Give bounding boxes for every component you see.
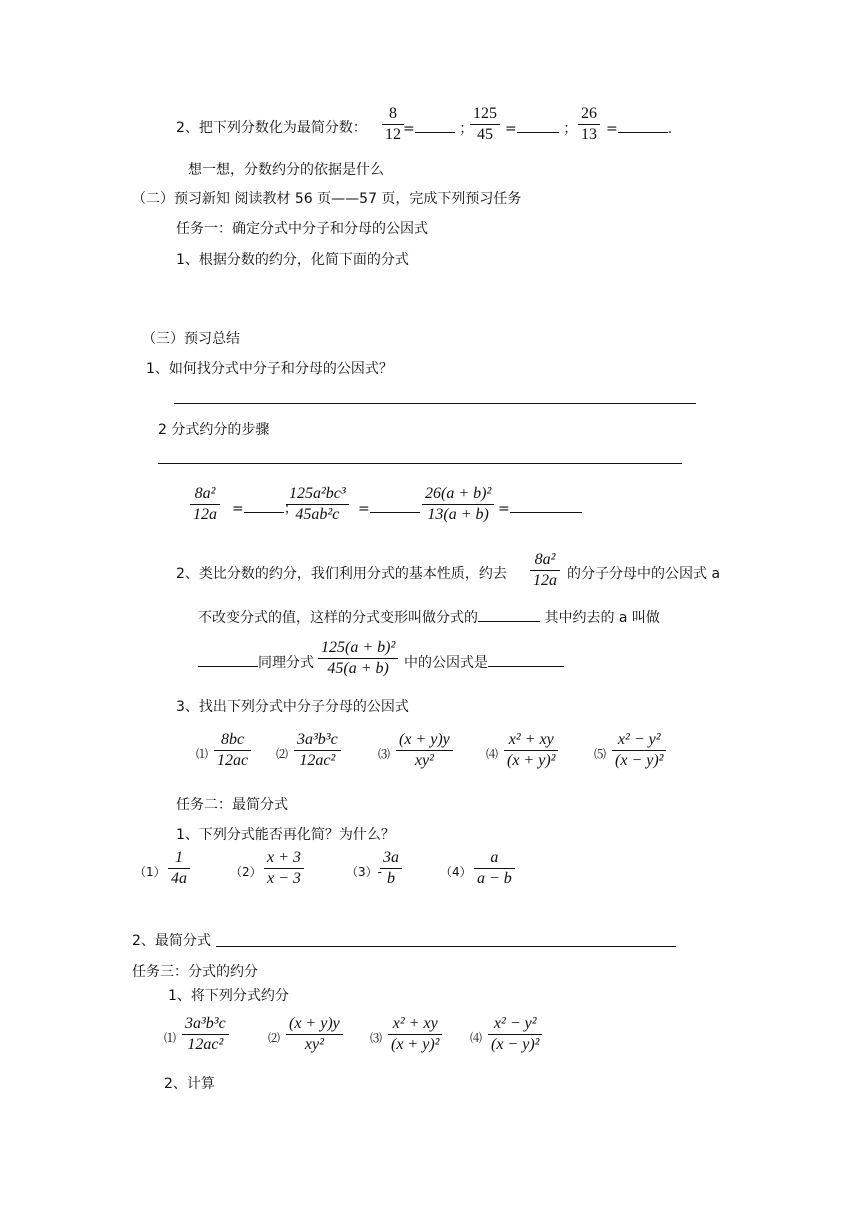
fraction: 3a³b³c 12ac² bbox=[182, 1014, 229, 1055]
fraction-8a2-12a: 8a² 12a bbox=[190, 484, 220, 525]
item-index: （2） bbox=[230, 865, 262, 879]
item-index: ⑸ bbox=[594, 747, 607, 761]
task-1-heading: 任务一：确定分式中分子和分母的公因式 bbox=[176, 221, 428, 237]
item-index: ⑴ bbox=[164, 1031, 177, 1045]
fraction: (x + y)y xy² bbox=[396, 730, 453, 771]
item-index: ⑵ bbox=[268, 1031, 281, 1045]
fraction: x² − y² (x − y)² bbox=[612, 730, 666, 771]
fraction: x + 3 x − 3 bbox=[264, 848, 304, 889]
item-index: （4） bbox=[440, 865, 472, 879]
analogy-line-3-end: 中的公因式是 bbox=[404, 652, 564, 673]
answer-blank-2: = ； bbox=[505, 118, 577, 139]
item-index: ⑶ bbox=[370, 1031, 383, 1045]
answer-line-1 bbox=[174, 403, 696, 404]
summary-question-2: 2 分式约分的步骤 bbox=[158, 422, 270, 438]
item-index: ⑷ bbox=[486, 747, 499, 761]
fraction-26-ab: 26(a + b)² 13(a + b) bbox=[422, 484, 494, 525]
item-index: ⑷ bbox=[470, 1031, 483, 1045]
task-2-question: 1、下列分式能否再化简？为什么？ bbox=[176, 827, 395, 843]
fraction-8-12: 8 12 bbox=[382, 104, 404, 145]
fraction: 3a b bbox=[380, 848, 402, 889]
fraction: x² − y² (x − y)² bbox=[488, 1014, 542, 1055]
fraction: x² + xy (x + y)² bbox=[504, 730, 558, 771]
fraction-8a2-12a-inline: 8a² 12a bbox=[530, 550, 560, 591]
fraction: 1 4a bbox=[168, 848, 190, 889]
item-index: （1） bbox=[134, 865, 166, 879]
section-3-heading: （三）预习总结 bbox=[142, 331, 240, 347]
fraction: a a − b bbox=[474, 848, 515, 889]
find-heading: 3、找出下列分式中分子分母的公因式 bbox=[176, 699, 409, 715]
calc-heading: 2、计算 bbox=[164, 1076, 215, 1092]
section-2-heading: （二）预习新知 阅读教材 56 页——57 页，完成下列预习任务 bbox=[132, 191, 522, 207]
task-1-item-1: 1、根据分数的约分，化简下面的分式 bbox=[176, 252, 409, 268]
answer-blank-1: = ； bbox=[403, 118, 473, 139]
analogy-line-2: 不改变分式的值，这样的分式变形叫做分式的 其中约去的 a 叫做 bbox=[198, 607, 660, 628]
fraction: x² + xy (x + y)² bbox=[388, 1014, 442, 1055]
fraction: (x + y)y xy² bbox=[286, 1014, 343, 1055]
answer-blank-3: = . bbox=[606, 118, 672, 139]
task-3-question: 1、将下列分式约分 bbox=[168, 988, 289, 1004]
answer-blank-row-2: = bbox=[358, 498, 420, 519]
answer-line-2 bbox=[158, 463, 682, 464]
item-index: （3）- bbox=[346, 865, 382, 879]
item-index: ⑴ bbox=[196, 747, 209, 761]
simplest-fraction-def: 2、最简分式 bbox=[132, 933, 211, 949]
task-2-heading: 任务二：最简分式 bbox=[176, 797, 288, 813]
answer-blank-row-1: = ； bbox=[232, 498, 298, 519]
fraction: 8bc 12ac bbox=[214, 730, 251, 771]
fraction-125a2bc3: 125a²bc³ 45ab²c bbox=[286, 484, 349, 525]
item-index: ⑶ bbox=[378, 747, 391, 761]
fraction-26-13: 26 13 bbox=[578, 104, 600, 145]
answer-blank-row-3: = bbox=[498, 498, 582, 519]
analogy-line-3: 同理分式 bbox=[198, 652, 314, 673]
q2-label: 2、把下列分数化为最简分数： bbox=[176, 120, 367, 136]
task-3-heading: 任务三：分式的约分 bbox=[132, 964, 258, 980]
think-question: 想一想，分数约分的依据是什么 bbox=[188, 162, 384, 178]
fraction: 3a³b³c 12ac² bbox=[294, 730, 341, 771]
answer-line-3 bbox=[216, 946, 676, 947]
analogy-line-1: 2、类比分数的约分，我们利用分式的基本性质，约去 bbox=[176, 566, 507, 582]
analogy-line-1-end: 的分子分母中的公因式 a bbox=[567, 566, 721, 582]
summary-question-1: 1、如何找分式中分子和分母的公因式？ bbox=[146, 361, 393, 377]
fraction-125-ab: 125(a + b)² 45(a + b) bbox=[318, 638, 398, 679]
item-index: ⑵ bbox=[276, 747, 289, 761]
fraction-125-45: 125 45 bbox=[470, 104, 500, 145]
